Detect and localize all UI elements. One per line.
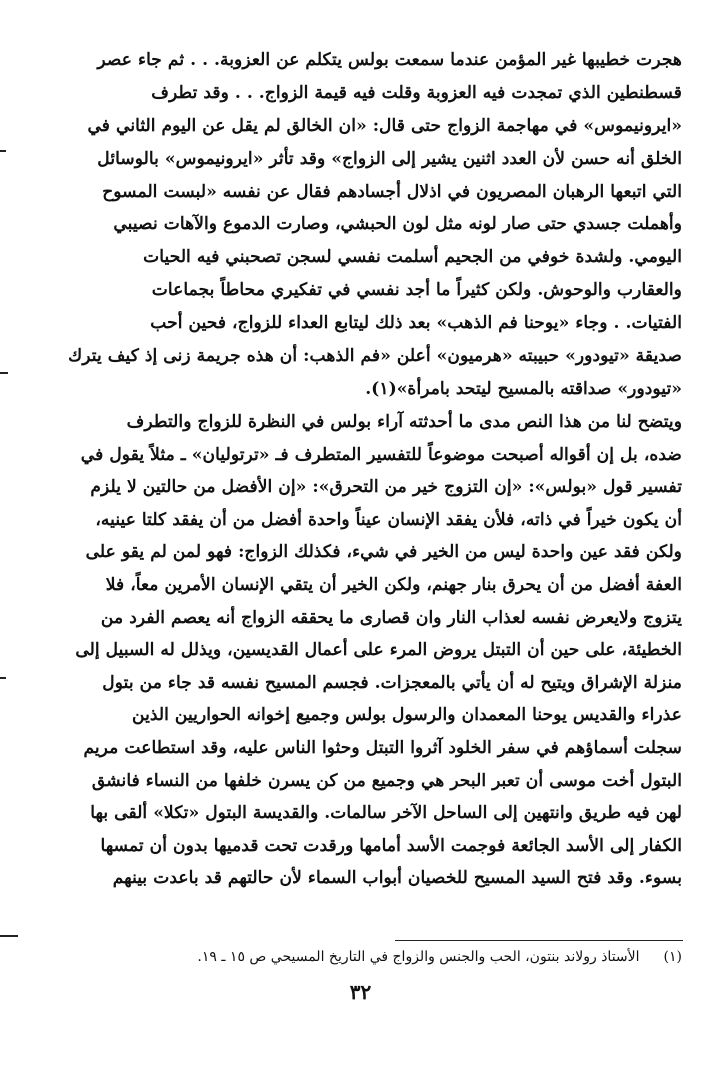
footnote [32,945,682,969]
text-line: بسوء. وقد فتح السيد المسيح للخصيان أبواب السماء لأن حالتهم قد باعدت بينهم [112,868,682,889]
text-line: هجرت خطيبها غير المؤمن عندما سمعت بولس يتكلم عن العزوبة. . . ثم جاء عصر [97,50,682,70]
text-line: البتول أخت موسى أن تعبر البحر هي وجميع من كن يسرن خلفها من النساء فانشق [91,770,682,791]
text-line: الفتيات. . وجاء «يوحنا فم الذهب» بعد ذلك ليتابع العداء للزواج، فحين أحب [150,313,682,334]
text-line: اليومي. ولشدة خوفي من الجحيم أسلمت نفسي لسجن تصحبني فيه الحيات [143,247,682,268]
footnote-divider [395,940,683,941]
text-line: سجلت أسماؤهم في سفر الخلود آثروا التبتل وحثوا الناس عليه، وقد استطاعت مريم [83,737,682,758]
scan-edge-mark [0,372,8,374]
text-line: صديقة «تيودور» حبيبته «هرميون» أعلن «فم الذهب: أن هذه جريمة زنى إذ كيف يترك [68,346,682,367]
text-line: تفسير قول «بولس»: «إن التزوج خير من التحرق»: «إن الأفضل من حالتين لا يلزم [90,477,682,498]
text-line: قسطنطين الذي تمجدت فيه العزوبة وقلت فيه قيمة الزواج. . . وقد تطرف [151,82,682,103]
footnote-number: (١) [663,949,682,965]
text-line: منزلة الإشراق ويتيح له أن يأتي بالمعجزات. فجسم المسيح نفسه قد جاء من بتول [102,672,682,693]
paragraph-1 [32,44,682,406]
text-line: والعقارب والوحوش. ولكن كثيراً ما أجد نفسي في تفكيري محاطاً بجماعات [151,280,682,301]
page-number: ٣٢ [349,980,372,1004]
text-line: «ايرونيموس» في مهاجمة الزواج حتى قال: «ان الخالق لم يقل عن اليوم الثاني في [87,115,682,136]
text-line: ضده، بل إن أقواله أصبحت موضوعاً للتفسير المتطرف فـ «ترتوليان» ـ مثلاً يقول في [80,444,682,465]
text-line: وأهملت جسدي حتى صار لونه مثل لون الحبشي، وصارت الدموع والآهات نصيبي [113,214,682,235]
paragraph-2 [32,406,682,895]
scan-edge-mark [0,677,6,679]
text-line: الكفار إلى الأسد الجائعة فوجمت الأسد أمامها ورقدت تحت قدميها بدون أن تمسها [100,835,682,856]
text-line: الخلق أنه حسن لأن العدد اثنين يشير إلى الزواج» وقد تأثر «ايرونيموس» بالوسائل [97,148,682,169]
text-line: أن يكون خيراً في ذاته، فلأن يفقد الإنسان عيناً واحدة أفضل من أن يفقد كلتا عينيه، [95,509,682,530]
text-line: ولكن فقد عين واحدة ليس من الخير في شيء، فكذلك الزواج: فهو لمن لم يقو على [85,542,682,563]
scan-edge-mark [0,935,18,937]
footnote-text: الأستاذ رولاند بنتون، الحب والجنس والزواج في التاريخ المسيحي ص ١٥ ـ ١٩. [197,949,640,965]
text-line: لهن فيه طريق وانتهين إلى الساحل الآخر سالمات. والقديسة البتول «تكلا» ألقى بها [90,803,682,824]
text-line: يتزوج ولايعرض نفسه لعذاب النار وان قصارى ما يحققه الزواج أنه يعصم الفرد من [100,607,682,628]
text-line: عذراء والقديس يوحنا المعمدان والرسول بولس وجميع إخوانه الحواريين الذين [132,705,682,726]
scan-edge-mark [0,150,6,152]
text-line: «تيودور» صداقته بالمسيح ليتحد بامرأة»(١). [365,378,682,399]
text-line: ويتضح لنا من هذا النص مدى ما أحدثته آراء بولس في النظرة للزواج والتطرف [126,412,682,432]
text-line: العفة أفضل من أن يحرق بنار جهنم، ولكن الخير أن يتقي الإنسان الأمرين معاً، فلا [105,574,682,595]
text-line: التي اتبعها الرهبان المصريون في اذلال أجسادهم فقال عن نفسه «لبست المسوح [102,181,682,202]
text-line: الخطيئة، على حين أن التبتل يروض المرء على أعمال القديسين، ويذلل له السبيل إلى [75,640,682,661]
